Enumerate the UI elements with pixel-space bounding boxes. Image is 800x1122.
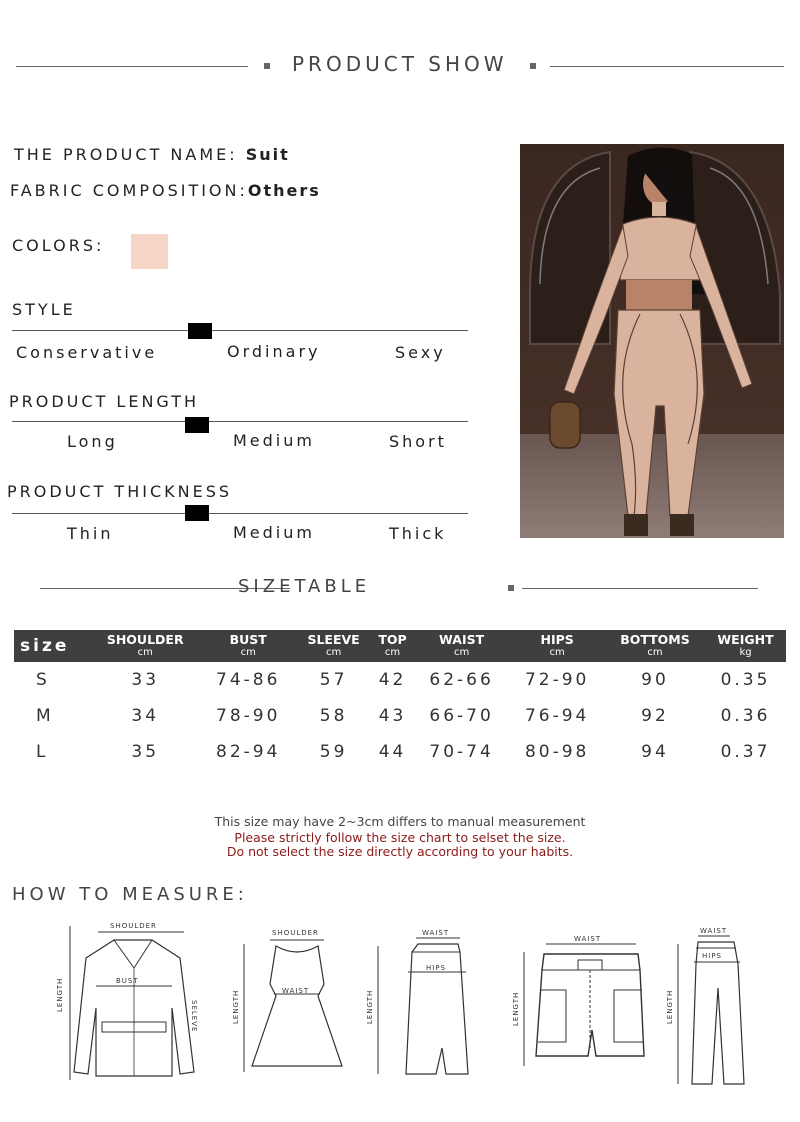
table-cell: 34 — [131, 706, 160, 726]
table-cell: 74-86 — [216, 670, 281, 690]
sizetable-title: SIZETABLE — [238, 576, 371, 597]
table-row — [14, 698, 786, 734]
fabric-value: Others — [247, 181, 321, 200]
size-cell: M — [36, 706, 54, 726]
shorts-diagram — [504, 930, 654, 1070]
column-name: BUST — [229, 632, 267, 647]
product-photo[interactable] — [520, 144, 784, 538]
table-cell: 35 — [131, 742, 160, 762]
column-unit: cm — [384, 647, 401, 658]
column-name: BOTTOMS — [620, 632, 690, 647]
waist-caption: WAIST — [422, 929, 450, 937]
length-caption: LENGTH — [666, 989, 674, 1024]
thickness-option-thin: Thin — [67, 524, 114, 543]
table-cell: 43 — [378, 706, 407, 726]
table-cell: 59 — [319, 742, 348, 762]
table-cell: 0.35 — [720, 670, 771, 690]
column-unit: kg — [739, 647, 752, 658]
column-unit: cm — [453, 647, 470, 658]
table-cell: 58 — [319, 706, 348, 726]
waist-caption: WAIST — [282, 987, 310, 995]
size-cell: S — [36, 670, 50, 690]
product-name-value: Suit — [245, 145, 290, 164]
column-unit: cm — [240, 647, 256, 658]
note-habits: Do not select the size directly according to your habits. — [226, 844, 574, 859]
column-name: WAIST — [439, 632, 485, 647]
header-dot-left — [264, 63, 270, 69]
hips-caption: HIPS — [702, 952, 722, 960]
table-cell: 66-70 — [429, 706, 494, 726]
table-row — [14, 662, 786, 698]
note-follow-chart: Please strictly follow the size chart to selset the size. — [234, 830, 566, 845]
table-cell: 72-90 — [524, 670, 590, 690]
table-cell: 42 — [378, 670, 407, 690]
column-name: SLEEVE — [307, 632, 360, 647]
colors-label: COLORS: — [12, 236, 105, 255]
column-name: HIPS — [540, 632, 574, 647]
waist-caption: WAIST — [700, 927, 728, 935]
column-header-weight — [705, 630, 786, 662]
jacket-diagram — [52, 912, 212, 1082]
length-caption: LENGTH — [232, 989, 240, 1024]
column-unit: cm — [549, 647, 565, 658]
column-header-top — [371, 630, 414, 662]
table-cell: 70-74 — [429, 742, 494, 762]
table-cell: 0.37 — [720, 742, 771, 762]
product-name-row — [14, 145, 290, 164]
length-option-long: Long — [67, 432, 118, 451]
note-measurement: This size may have 2~3cm differs to manual measurement — [214, 814, 586, 829]
column-header-waist — [414, 630, 510, 662]
column-header-hips — [509, 630, 605, 662]
sleeve-caption: SELEVE — [190, 1000, 198, 1033]
sizetable-rule-right — [522, 588, 758, 589]
thickness-level-marker — [185, 505, 209, 521]
thickness-scale-line — [12, 513, 468, 514]
style-option-sexy: Sexy — [395, 343, 446, 362]
size-table — [14, 630, 786, 770]
header-dot-right — [530, 63, 536, 69]
table-row — [14, 734, 786, 770]
table-cell: 0.36 — [720, 706, 771, 726]
waist-caption: WAIST — [574, 935, 602, 943]
pants-diagram — [662, 924, 772, 1088]
column-unit: cm — [325, 647, 342, 658]
style-option-conservative: Conservative — [16, 343, 158, 362]
thickness-title: PRODUCT THICKNESS — [7, 482, 232, 501]
column-name: WEIGHT — [717, 632, 774, 647]
table-cell: 44 — [378, 742, 407, 762]
shoulder-caption: SHOULDER — [110, 922, 157, 930]
column-header-bottoms — [605, 630, 705, 662]
column-name: SHOULDER — [106, 632, 184, 647]
table-cell: 76-94 — [524, 706, 590, 726]
how-to-measure-title: HOW TO MEASURE: — [12, 884, 248, 905]
length-caption: LENGTH — [512, 991, 520, 1026]
column-header-bust — [200, 630, 296, 662]
thickness-option-thick: Thick — [389, 524, 447, 543]
length-level-marker — [185, 417, 209, 433]
style-level-marker — [188, 323, 212, 339]
color-swatch[interactable] — [131, 234, 168, 269]
fabric-row — [10, 181, 321, 200]
table-cell: 90 — [641, 670, 669, 690]
column-unit: cm — [647, 647, 663, 658]
style-scale-line — [12, 330, 468, 331]
header-rule-left — [16, 66, 248, 67]
product-photo-illustration — [520, 144, 784, 538]
thickness-option-medium: Medium — [233, 523, 315, 542]
column-header-sleeve — [296, 630, 371, 662]
length-title: PRODUCT LENGTH — [9, 392, 200, 411]
column-header-shoulder — [90, 630, 200, 662]
size-column-header: size — [14, 630, 90, 662]
length-scale-line — [12, 421, 468, 422]
bust-caption: BUST — [116, 977, 139, 985]
sizetable-dot — [508, 585, 514, 591]
column-unit: cm — [137, 647, 153, 658]
fabric-label: FABRIC COMPOSITION: — [10, 181, 248, 200]
style-title: STYLE — [12, 300, 76, 319]
table-cell: 62-66 — [429, 670, 494, 690]
page-title: PRODUCT SHOW — [292, 52, 508, 76]
dress-diagram — [228, 924, 348, 1074]
shoulder-caption: SHOULDER — [272, 929, 319, 937]
table-cell: 92 — [641, 706, 669, 726]
table-cell: 80-98 — [524, 742, 590, 762]
table-cell: 33 — [131, 670, 160, 690]
skirt-diagram — [362, 924, 482, 1084]
style-option-ordinary: Ordinary — [227, 342, 321, 361]
hips-caption: HIPS — [426, 964, 446, 972]
size-table-header-row — [14, 630, 786, 662]
length-option-short: Short — [389, 432, 447, 451]
table-cell: 78-90 — [216, 706, 281, 726]
header-rule-right — [550, 66, 784, 67]
length-caption: LENGTH — [56, 977, 64, 1012]
table-cell: 57 — [319, 670, 348, 690]
size-cell: L — [36, 742, 49, 762]
length-caption: LENGTH — [366, 989, 374, 1024]
length-option-medium: Medium — [233, 431, 315, 450]
column-name: TOP — [378, 632, 407, 647]
table-cell: 94 — [641, 742, 669, 762]
table-cell: 82-94 — [216, 742, 281, 762]
product-name-label: THE PRODUCT NAME: — [14, 145, 238, 164]
